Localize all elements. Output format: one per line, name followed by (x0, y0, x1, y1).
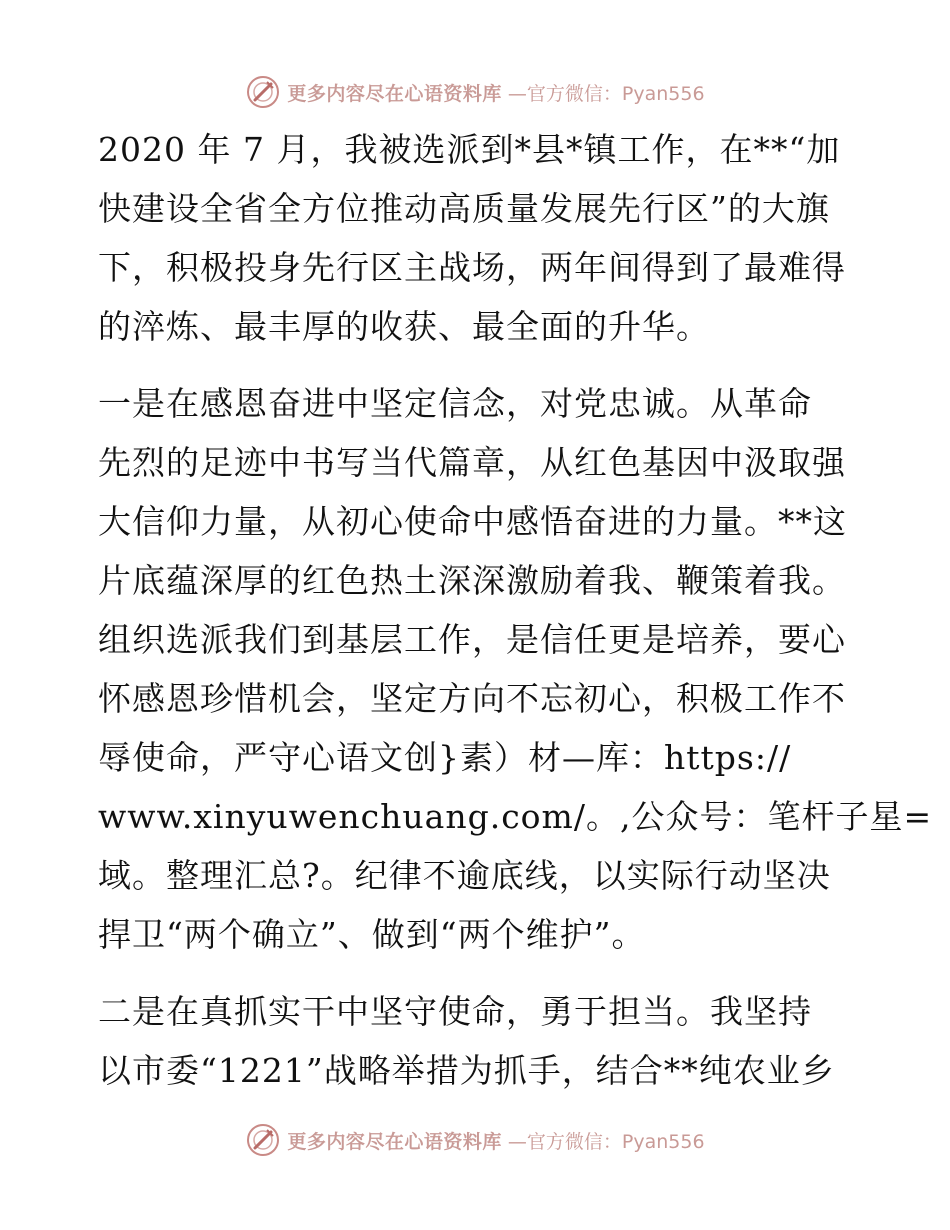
watermark-sub-text: —官方微信：Pyan556 (507, 82, 705, 105)
watermark-main-text: 更多内容尽在心语资料库 (287, 82, 502, 105)
text-line: 片底蕴深厚的红色热土深深激励着我、鞭策着我。 (98, 561, 846, 600)
text-line: 二是在真抓实干中坚守使命，勇于担当。我坚持 (98, 992, 812, 1031)
watermark-main-text: 更多内容尽在心语资料库 (287, 1130, 502, 1153)
brand-logo-icon (245, 1122, 281, 1158)
text-line: 大信仰力量，从初心使命中感悟奋进的力量。**这 (98, 502, 847, 541)
header-watermark (0, 72, 950, 112)
footer-watermark (0, 1120, 950, 1160)
text-line: 下，积极投身先行区主战场，两年间得到了最难得 (98, 248, 846, 287)
text-line: 辱使命，严守心语文创}素）材—库：https:// (98, 738, 792, 777)
text-line: 的淬炼、最丰厚的收获、最全面的升华。 (98, 307, 710, 346)
watermark-sub-text: —官方微信：Pyan556 (507, 1130, 705, 1153)
text-line: 以市委“1221”战略举措为抓手，结合**纯农业乡 (98, 1051, 835, 1090)
paragraph-3 (98, 982, 858, 1100)
text-line: 2020 年 7 月，我被选派到*县*镇工作，在**“加 (98, 130, 841, 169)
text-line: 快建设全省全方位推动高质量发展先行区”的大旗 (98, 189, 830, 228)
paragraph-1 (98, 120, 858, 356)
brand-logo-icon (245, 74, 281, 110)
text-line: 一是在感恩奋进中坚定信念，对党忠诚。从革命 (98, 384, 812, 423)
text-line: 捍卫“两个确立”、做到“两个维护”。 (98, 915, 646, 954)
text-line: 域。整理汇总?。纪律不逾底线，以实际行动坚决 (98, 856, 831, 895)
paragraph-2 (98, 374, 933, 964)
document-body (98, 120, 933, 1100)
text-line: 怀感恩珍惜机会，坚定方向不忘初心，积极工作不 (98, 679, 846, 718)
text-line: 组织选派我们到基层工作，是信任更是培养，要心 (98, 620, 846, 659)
text-line: 先烈的足迹中书写当代篇章，从红色基因中汲取强 (98, 443, 846, 482)
text-line: www.xinyuwenchuang.com/。,公众号：笔杆子星= (98, 797, 933, 836)
